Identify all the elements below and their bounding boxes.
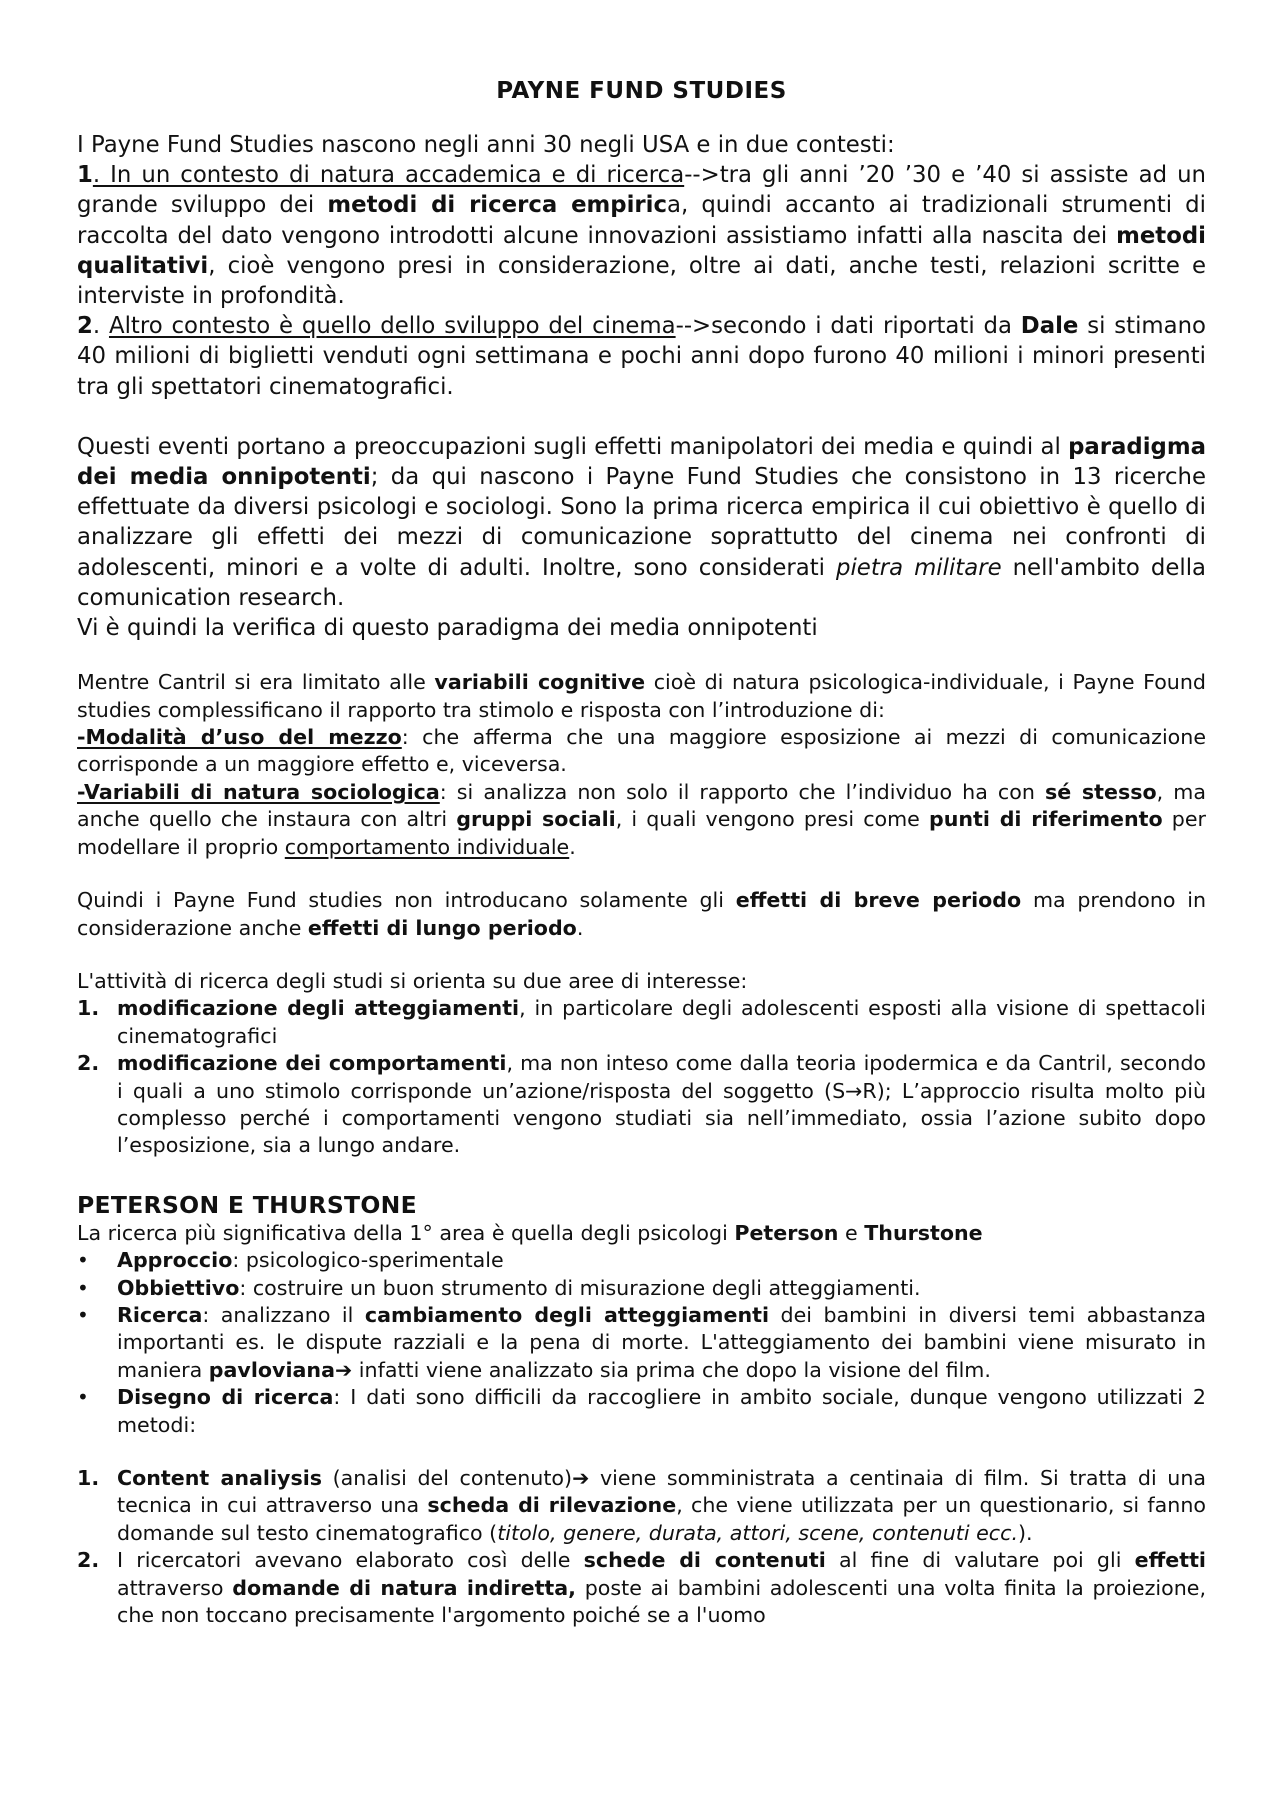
intro-point-1 [77, 160, 1206, 311]
method-item-1 [77, 1465, 1206, 1547]
text-run: per modellare il proprio [77, 807, 1206, 859]
modality-label: -Modalità d’uso del mezzo [77, 725, 402, 750]
text-run: ). [1018, 1520, 1033, 1545]
text-run: attraverso [117, 1575, 233, 1600]
underlined-text: Altro contesto è quello dello sviluppo del cinema [108, 313, 676, 340]
text-run: cioè di natura psicologica-individuale, i Payne Found studies complessificano il rapporto tra stimolo e risposta con l’introduzione di: [77, 670, 1206, 722]
intro-point-2 [77, 311, 1206, 402]
page-title: PAYNE FUND STUDIES [496, 78, 787, 104]
item-text [117, 1247, 1206, 1274]
bullet-icon: • [77, 1248, 89, 1273]
bold-text: effetti di breve periodo [735, 888, 1022, 913]
bold-text: metodi qualitativi [77, 222, 1206, 279]
text-run: Quindi i Payne Fund studies non introducano solamente gli [77, 888, 736, 913]
bold-text: Ricerca [117, 1302, 203, 1327]
spacer [77, 1160, 1206, 1190]
intro-section [77, 130, 1206, 402]
sociological-label: -Variabili di natura sociologica [77, 779, 440, 804]
peterson-lead [77, 1220, 1206, 1247]
areas-section [77, 968, 1206, 1160]
bold-text: scheda di rilevazione [427, 1493, 677, 1518]
bold-text: Obbiettivo [117, 1275, 240, 1300]
bold-text: Approccio [117, 1248, 233, 1273]
bold-text: Peterson [734, 1220, 839, 1245]
text-run: : si analizza non solo il rapporto che l’individuo ha con [439, 779, 1045, 804]
bold-text: cambiamento degli atteggiamenti [364, 1302, 770, 1327]
effects-paragraph [77, 887, 1206, 942]
bold-text: effetti [1134, 1548, 1206, 1573]
text-run: : costruire un buon strumento di misurazione degli atteggiamenti. [239, 1275, 921, 1300]
text-run: poste ai bambini adolescenti una volta finita la proiezione, che non toccano precisamente l'argomento poiché se a l'uomo [117, 1575, 1206, 1628]
text-run: . [569, 834, 576, 859]
text-run: nell'ambito della comunication research. [77, 554, 1206, 611]
bold-text: sé stesso [1044, 779, 1157, 804]
text-run: -->tra gli anni ’20 ’30 e ’40 si assiste ad un grande sviluppo dei [77, 162, 1206, 219]
bold-text: Content analiysis [117, 1466, 323, 1490]
areas-intro: L'attività di ricerca degli studi si orienta su due aree di interesse: [77, 968, 748, 993]
text-run: , ma anche quello che instaura con altri [77, 779, 1206, 832]
bold-text: punti di riferimento [928, 807, 1163, 832]
peterson-section [77, 1220, 1206, 1630]
bullet-approccio [77, 1247, 1206, 1274]
text-run: viene somministrata a centinaia di film. Si tratta di una tecnica in cui attraverso una [117, 1466, 1207, 1518]
text-run: a, quindi accanto ai tradizionali strumenti di raccolta del dato vengono introdotti alcune innovazioni assistiamo infatti alla nascita dei [77, 192, 1206, 249]
text-run: : I dati sono difficili da raccogliere in ambito sociale, dunque vengono utilizzati 2 metodi: [117, 1385, 1206, 1437]
item-text [117, 1302, 1206, 1384]
list-item [77, 1050, 1206, 1160]
item-text [117, 995, 1206, 1050]
item-text [117, 1465, 1206, 1547]
text-run: si stimano 40 milioni di biglietti venduti ogni settimana e pochi anni dopo furono 40 milioni i minori presenti tra gli spettatori cinematografici. [77, 313, 1206, 400]
text-run: al fine di valutare poi gli [825, 1548, 1135, 1573]
italic-text: pietra militare [835, 554, 1002, 581]
section-heading: PETERSON E THURSTONE [77, 1190, 417, 1219]
spacer [77, 402, 1206, 432]
text-run: , i quali vengono presi come [615, 807, 929, 832]
bullet-icon: • [77, 1275, 89, 1300]
item-number: 2. [77, 1548, 100, 1573]
bullet-icon: • [77, 1302, 89, 1327]
point-number: 2 [77, 313, 93, 340]
bold-text: paradigma dei media onnipotenti [77, 433, 1206, 491]
text-run: : che afferma che una maggiore esposizione ai mezzi di comunicazione corrisponde a un maggiore effetto e, viceversa. [77, 725, 1206, 777]
paradigm-line: Vi è quindi la verifica di questo paradigma dei media onnipotenti [77, 615, 818, 642]
bold-text: domande di natura indiretta, [232, 1575, 576, 1600]
method-item-2 [77, 1547, 1206, 1629]
bullet-icon: • [77, 1385, 89, 1410]
item-number: 2. [77, 1051, 100, 1076]
text-run: Questi eventi portano a preoccupazioni sugli effetti manipolatori dei media e quindi al [77, 433, 1069, 460]
text-run: ma prendono in considerazione anche [77, 888, 1206, 940]
bold-text: modificazione degli atteggiamenti [117, 996, 520, 1021]
intro-line: I Payne Fund Studies nascono negli anni 30 negli USA e in due contesti: [77, 132, 895, 158]
text-run: , ma non inteso come dalla teoria ipodermica e da Cantril, secondo i quali a uno stimolo corrisponde un’azione/risposta del soggetto (S→R); L’approccio risulta molto più complesso perché i comportamenti vengono studiati sia nell’immediato, ossia l’azione subito dopo l’esposizione, sia a lungo andare. [117, 1051, 1206, 1158]
methods-list [77, 1465, 1206, 1629]
text-run: . [576, 915, 584, 940]
text-run: -->secondo i dati riportati da [675, 313, 1021, 340]
bold-text: Thurstone [864, 1220, 983, 1245]
bold-text: variabili cognitive [434, 670, 646, 695]
bullet-ricerca [77, 1302, 1206, 1384]
modality-item [77, 724, 1206, 779]
underlined-text: comportamento individuale [284, 834, 570, 859]
item-text [117, 1050, 1206, 1160]
italic-text: titolo, genere, durata, attori, scene, contenuti ecc. [497, 1520, 1018, 1545]
text-run: , cioè vengono presi in considerazione, oltre ai dati, anche testi, relazioni scritte e interviste in profondità. [77, 252, 1206, 310]
text-run: infatti viene analizzato sia prima che dopo la visione del film. [352, 1357, 991, 1382]
paradigm-paragraph [77, 432, 1206, 613]
spacer [77, 942, 1206, 968]
bold-text: effetti di lungo periodo [307, 915, 577, 940]
bold-text: Disegno di ricerca [117, 1385, 334, 1410]
list-item [77, 995, 1206, 1050]
text-run: : psicologico-sperimentale [232, 1248, 504, 1273]
item-text [117, 1275, 1206, 1302]
spacer [77, 643, 1206, 669]
point-number: 1 [77, 162, 93, 189]
text-run: I ricercatori avevano elaborato così delle [117, 1548, 584, 1573]
bullet-disegno [77, 1384, 1206, 1439]
item-number: 1. [77, 996, 100, 1021]
spacer [77, 861, 1206, 887]
text-run: (analisi del contenuto) [322, 1466, 573, 1490]
effects-section [77, 887, 1206, 942]
item-text [117, 1384, 1206, 1439]
item-text [117, 1547, 1206, 1629]
item-number: 1. [77, 1466, 100, 1490]
variables-section [77, 669, 1206, 861]
text-run: . [92, 313, 109, 340]
arrow-icon: ➔ [334, 1357, 353, 1382]
text-run: , che viene utilizzata per un questionario, si fanno domande sul testo cinematografico ( [117, 1493, 1206, 1545]
bold-text: schede di contenuti [583, 1548, 826, 1573]
bullet-list [77, 1247, 1206, 1439]
text-run: : analizzano il [202, 1302, 365, 1327]
spacer [77, 1439, 1206, 1465]
paradigm-section [77, 432, 1206, 643]
text-run: La ricerca più significativa della 1° area è quella degli psicologi [77, 1220, 735, 1245]
bold-text: Dale [1020, 313, 1079, 340]
text-run: , in particolare degli adolescenti esposti alla visione di spettacoli cinematografici [117, 996, 1206, 1048]
text-run: ; da qui nascono i Payne Fund Studies che consistono in 13 ricerche effettuate da diversi psicologi e sociologi. Sono la prima ricerca empirica il cui obiettivo è quello di analizzare gli effetti dei mezzi di comunicazione soprattutto del cinema nei confronti di adolescenti, minori e a volte di adulti. Inoltre, sono considerati [77, 464, 1206, 581]
bold-text: gruppi sociali [456, 807, 616, 832]
text-run: Mentre Cantril si era limitato alle [77, 670, 435, 695]
arrow-icon: ➔ [572, 1466, 590, 1490]
bold-text: modificazione dei comportamenti [117, 1051, 507, 1076]
areas-list [77, 995, 1206, 1159]
text-run: dei bambini in diversi temi abbastanza importanti es. le dispute razziali e la pena di morte. L'atteggiamento dei bambini viene misurato in maniera [117, 1302, 1206, 1382]
variables-intro [77, 669, 1206, 724]
bold-text: metodi di ricerca empiric [327, 192, 667, 219]
text-run: e [838, 1220, 865, 1245]
bold-text: pavloviana [208, 1357, 335, 1382]
underlined-text: . In un contesto di natura accademica e di ricerca [92, 162, 685, 189]
bullet-obbiettivo [77, 1275, 1206, 1302]
sociological-item [77, 779, 1206, 861]
